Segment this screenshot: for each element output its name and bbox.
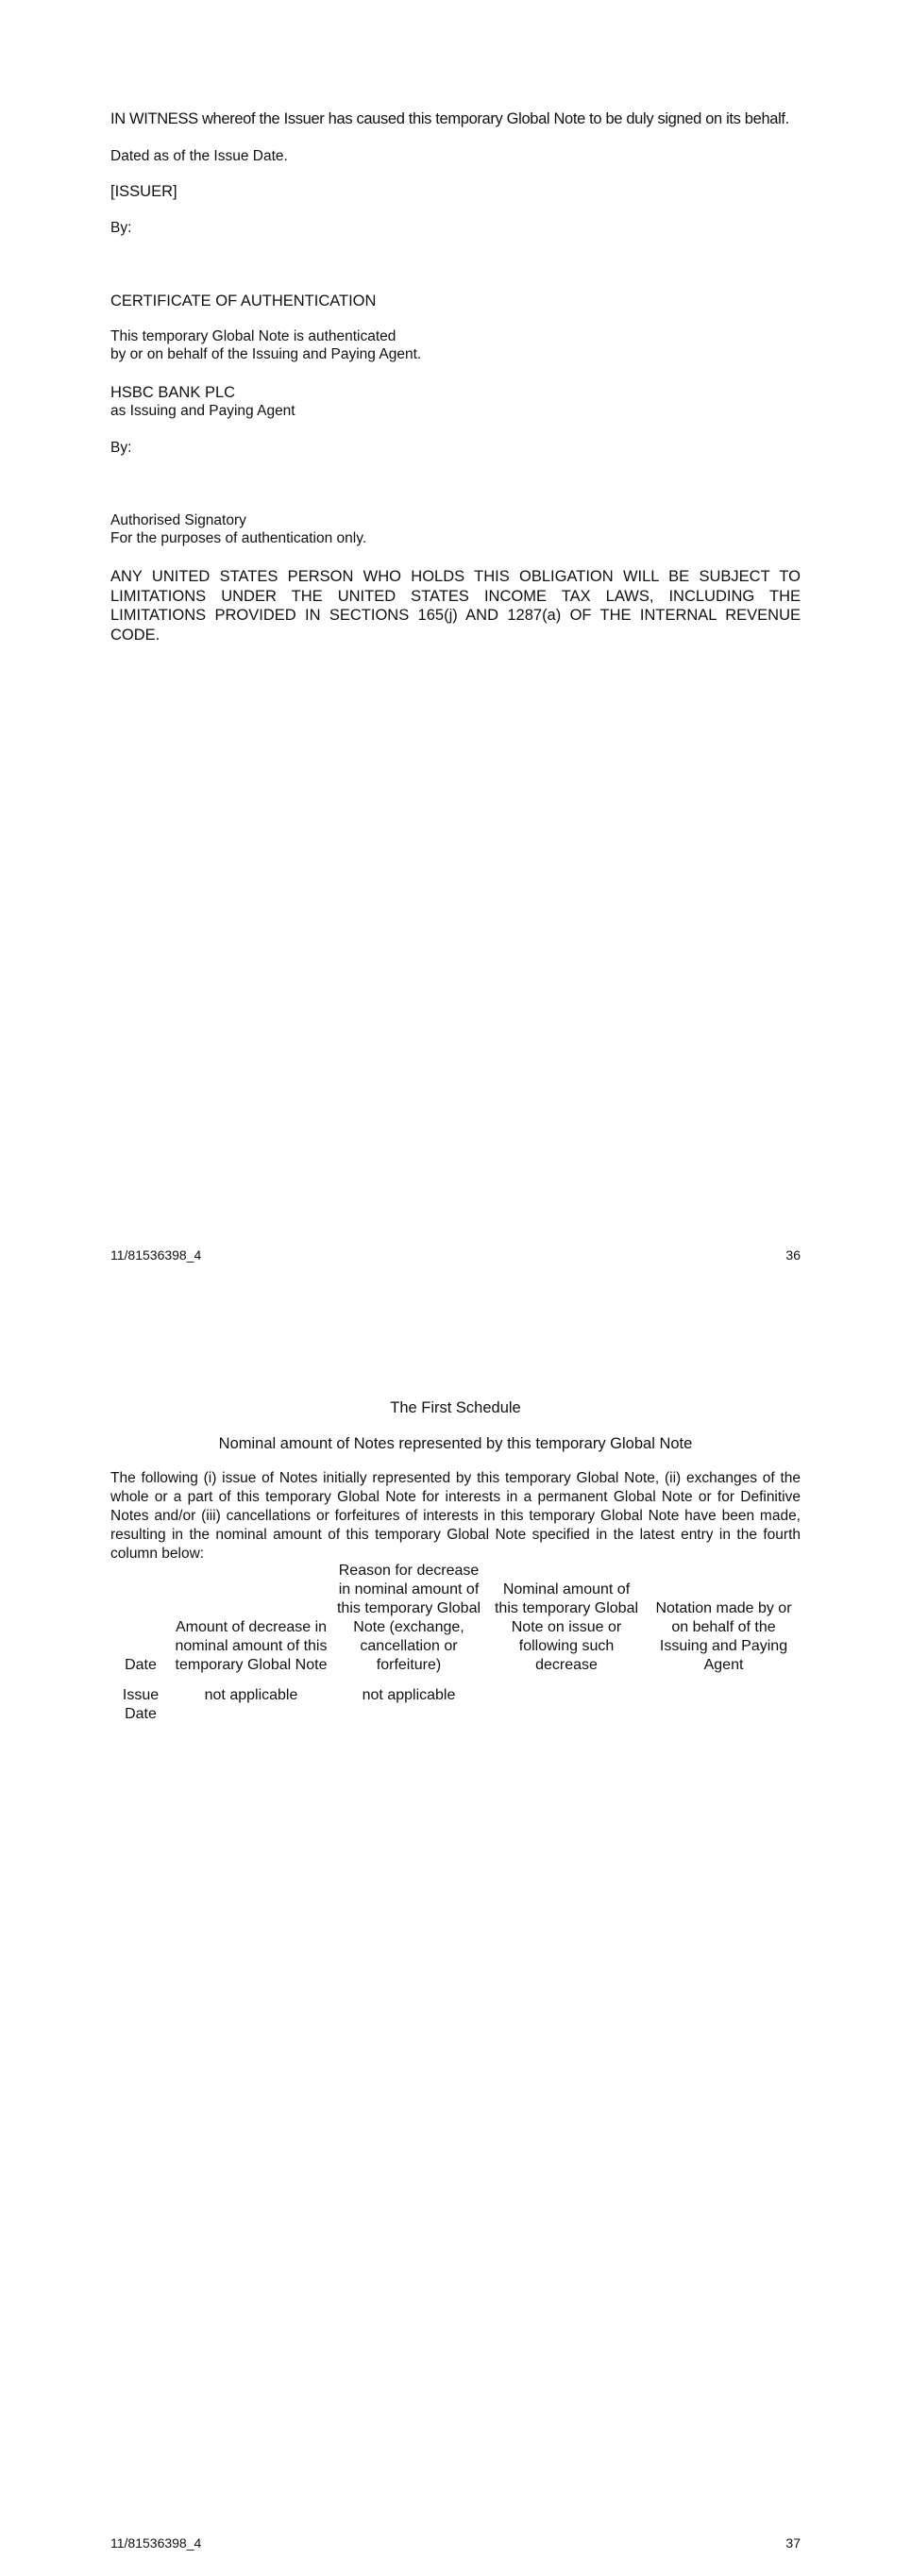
- table-row: [110, 1686, 801, 1724]
- page-37: [0, 1288, 911, 2576]
- page-number: 37: [785, 2535, 801, 2551]
- table-header-row: [110, 1562, 801, 1686]
- column-header-date: Date: [125, 1657, 157, 1673]
- document-reference: 11/81536398_4: [110, 2535, 202, 2551]
- column-header-reason-for-decrease: Reason for decrease in nominal amount of this temporary Global Note (exchange, cancellation or forfeiture): [336, 1563, 481, 1673]
- schedule-table: [110, 1562, 801, 1724]
- authentication-purpose: For the purposes of authentication only.: [110, 530, 367, 546]
- witness-clause: IN WITNESS whereof the Issuer has caused this temporary Global Note to be duly signed on its behalf.: [110, 110, 789, 127]
- issuer-placeholder: [ISSUER]: [110, 183, 177, 200]
- certificate-heading: CERTIFICATE OF AUTHENTICATION: [110, 293, 377, 309]
- cell-notation: [647, 1686, 801, 1724]
- schedule-subtitle: Nominal amount of Notes represented by this temporary Global Note: [218, 1435, 693, 1452]
- cell-reason-for-decrease: not applicable: [362, 1687, 456, 1703]
- column-header-nominal-amount: Nominal amount of this temporary Global Note on issue or following such decrease: [494, 1581, 639, 1673]
- schedule-introduction: The following (i) issue of Notes initially represented by this temporary Global Note, (ii) exchanges of the whole or a part of this temporary Global Note for interests in a permanent Global Note or for Definitive Notes and/or (iii) cancellations or forfeitures of interests in this temporary Global Note have been made, resulting in the nominal amount of this temporary Global Note specified in the latest entry in the fourth column below:: [110, 1470, 801, 1562]
- schedule-title: The First Schedule: [390, 1399, 521, 1416]
- tax-legend: ANY UNITED STATES PERSON WHO HOLDS THIS OBLIGATION WILL BE SUBJECT TO LIMITATIONS UNDER THE UNITED STATES INCOME TAX LAWS, INCLUDING THE LIMITATIONS PROVIDED IN SECTIONS 165(j) AND 1287(a) OF THE INTERNAL REVENUE CODE.: [110, 568, 801, 644]
- page-number: 36: [785, 1247, 801, 1263]
- bank-name: HSBC BANK PLC: [110, 384, 236, 401]
- document-reference: 11/81536398_4: [110, 1247, 202, 1263]
- cell-nominal-amount: [486, 1686, 647, 1724]
- agent-signature-by: By:: [110, 440, 132, 456]
- bank-role: as Issuing and Paying Agent: [110, 403, 295, 419]
- cell-date: Issue Date: [122, 1687, 160, 1722]
- dated-line: Dated as of the Issue Date.: [110, 148, 288, 164]
- authorised-signatory: Authorised Signatory: [110, 512, 246, 528]
- certificate-line-2: by or on behalf of the Issuing and Paying Agent.: [110, 346, 422, 362]
- issuer-signature-by: By:: [110, 220, 132, 236]
- cell-amount-of-decrease: not applicable: [204, 1687, 298, 1703]
- column-header-notation: Notation made by or on behalf of the Issuing and Paying Agent: [655, 1600, 792, 1673]
- column-header-amount-of-decrease: Amount of decrease in nominal amount of this temporary Global Note: [175, 1619, 328, 1673]
- certificate-line-1: This temporary Global Note is authenticated: [110, 328, 396, 344]
